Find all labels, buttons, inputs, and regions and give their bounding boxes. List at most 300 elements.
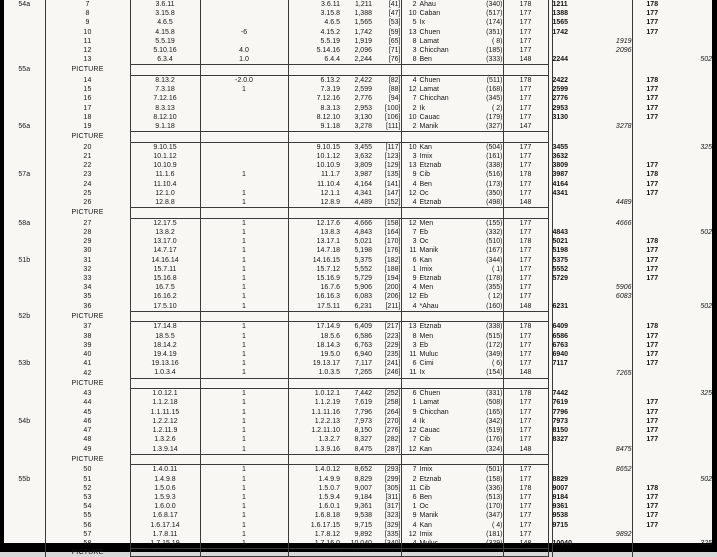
cell-interval-repeat: 177	[646, 275, 659, 283]
cell-interval-repeat	[632, 311, 672, 322]
cell-row-number: 36	[83, 302, 92, 310]
cell-total-italic	[598, 350, 632, 359]
cell-section-label	[4, 9, 45, 18]
cell-section-label	[4, 502, 45, 511]
cell-total-bold: 9538	[552, 512, 569, 520]
table-row	[4, 142, 712, 152]
cell-tzolkin-date	[401, 28, 456, 37]
tzolkin-coefficient: 7	[412, 229, 417, 237]
picture-label: PICTURE	[71, 455, 104, 463]
cell-interval: 177	[503, 493, 548, 502]
cell-long-count: 18.5.5	[130, 332, 200, 341]
cell-long-count: 1.1.2.18	[130, 398, 200, 407]
cell-total-bold	[552, 37, 598, 46]
cell-remainder	[672, 549, 712, 557]
tzolkin-day-name: *Ahau	[419, 302, 439, 310]
tzolkin-coefficient: 1	[412, 265, 417, 273]
cell-interval: 177	[503, 142, 548, 152]
cell-corrected-long-count: 1.2.11.10	[288, 426, 340, 435]
cell-interval-index: [252]	[372, 389, 401, 399]
cell-tzolkin-date	[401, 55, 456, 65]
cell-cumulative-days: 1,211	[355, 1, 372, 8]
cell-long-count: 6.3.4	[130, 55, 200, 65]
cell-interval-repeat: 177	[646, 104, 659, 112]
cell-cumulative-days: 2,096	[354, 47, 372, 55]
cell-total-italic: 7265	[598, 368, 632, 378]
cell-interval: 148	[503, 55, 548, 65]
cell-long-count: 7.12.16	[130, 94, 200, 103]
cell-cumulative-days: 9,007	[354, 484, 372, 492]
cell-long-count	[130, 208, 200, 219]
cell-interval: 148	[503, 302, 548, 312]
cell-interval-repeat: 177	[646, 399, 659, 407]
cell-long-count: 13.17.0	[130, 237, 200, 246]
cell-remainder	[672, 0, 712, 9]
cell-interval: 177	[503, 292, 548, 301]
cell-haab-position: (179)	[486, 113, 503, 121]
cell-interval-index: [188]	[384, 265, 401, 273]
cell-interval-index: [287]	[372, 445, 401, 455]
cell-interval: 178	[503, 389, 548, 399]
cell-correction: 1	[200, 465, 288, 475]
tzolkin-day-name: Cauac	[419, 113, 440, 121]
cell-remainder	[672, 94, 712, 103]
cell-total-italic	[598, 398, 632, 407]
cell-total-italic	[598, 161, 632, 170]
cell-correction: 1	[200, 493, 288, 502]
cell-interval-repeat: 177	[646, 247, 659, 255]
cell-tzolkin-date	[401, 218, 456, 228]
cell-remainder	[672, 435, 712, 444]
cell-cumulative-days: 8,150	[354, 427, 372, 435]
cell-remainder	[672, 283, 712, 292]
cell-remainder	[672, 237, 712, 246]
tzolkin-coefficient: 6	[412, 360, 417, 368]
cell-remainder	[672, 46, 712, 55]
tzolkin-coefficient: 12	[408, 219, 417, 227]
table-row	[4, 283, 712, 292]
cell-row-number: 43	[83, 390, 92, 398]
table-body	[4, 0, 712, 557]
table-row	[4, 511, 712, 520]
cell-correction: 1	[200, 389, 288, 399]
cell-corrected-long-count: 1.5.0.7	[288, 484, 340, 493]
table-row	[4, 180, 712, 189]
cell-total-bold: 5552	[552, 265, 569, 273]
cell-tzolkin-date	[401, 378, 456, 389]
table-row	[4, 170, 712, 179]
cell-interval-repeat	[632, 539, 672, 549]
cell-haab-position	[456, 208, 503, 219]
cell-correction: 1	[200, 341, 288, 350]
cell-long-count: 1.6.17.14	[130, 521, 200, 530]
cell-section-label	[4, 37, 45, 46]
cell-corrected-long-count: 9.10.15	[288, 142, 340, 152]
cell-correction: 4.0	[200, 46, 288, 55]
cell-long-count: 7.3.18	[130, 85, 200, 94]
cell-row-number: 35	[83, 293, 92, 301]
cell-haab-position: (338)	[456, 322, 503, 332]
cell-correction: 1	[200, 445, 288, 455]
cell-haab-position: ( 8)	[492, 37, 503, 45]
cell-interval-repeat: 177	[646, 189, 659, 197]
cell-long-count: 8.13.2	[130, 76, 200, 86]
cell-haab-position: (351)	[486, 28, 503, 36]
cell-row-number: 30	[83, 247, 92, 255]
cell-remainder	[672, 9, 712, 18]
tzolkin-coefficient: 12	[408, 293, 417, 301]
cell-interval-repeat: 178	[646, 171, 659, 179]
cell-total-bold: 4843	[552, 229, 569, 237]
cell-remainder	[672, 246, 712, 255]
cell-interval-repeat: 177	[646, 95, 659, 103]
cell-long-count	[130, 549, 200, 557]
cell-long-count: 1.5.9.3	[130, 493, 200, 502]
cell-cumulative-days: 9,538	[354, 512, 372, 520]
cell-total-bold: 8150	[552, 427, 569, 435]
cell-total-bold: 7117	[552, 360, 568, 368]
cell-long-count: 16.7.5	[130, 283, 200, 292]
cell-long-count: 4.15.8	[130, 28, 200, 37]
picture-label: PICTURE	[71, 549, 104, 557]
cell-total-italic	[598, 189, 632, 198]
cell-total-bold	[552, 454, 598, 465]
cell-tzolkin-date	[401, 484, 456, 493]
cell-interval-repeat	[632, 218, 672, 228]
cell-total-italic: 9892	[598, 530, 632, 539]
cell-total-bold	[552, 311, 598, 322]
cell-total-bold: 8829	[552, 475, 569, 483]
cell-long-count	[130, 65, 200, 76]
cell-remainder: 502	[700, 56, 712, 64]
cell-interval-repeat	[632, 55, 672, 65]
cell-long-count: 12.8.8	[130, 198, 200, 208]
cell-haab-position: ( 1)	[492, 265, 503, 273]
cell-haab-position: (333)	[456, 55, 503, 65]
tzolkin-day-name: Imix	[419, 265, 433, 273]
table-row	[4, 152, 712, 161]
cell-long-count: 1.5.0.6	[130, 484, 200, 493]
cell-interval-index: [217]	[372, 322, 401, 332]
tzolkin-day-name: Etznab	[419, 162, 442, 170]
cell-total-bold: 2244	[552, 56, 569, 64]
cell-corrected-long-count: 1.6.17.15	[288, 521, 340, 530]
cell-correction: 1	[200, 265, 288, 274]
cell-remainder	[672, 511, 712, 520]
cell-tzolkin-date	[401, 502, 456, 511]
cell-section-label	[4, 180, 45, 189]
cell-correction	[200, 549, 288, 557]
cell-tzolkin-date	[401, 274, 456, 283]
tzolkin-day-name: Men	[419, 332, 434, 340]
cell-interval: 177	[503, 502, 548, 511]
tzolkin-day-name: Eb	[419, 341, 429, 349]
cell-total-italic	[598, 475, 632, 484]
cell-remainder	[672, 378, 712, 389]
cell-haab-position: (324)	[456, 445, 503, 455]
cell-cumulative-days: 3,809	[354, 162, 372, 170]
tzolkin-coefficient: 3	[412, 238, 417, 246]
tzolkin-coefficient: 11	[409, 247, 417, 255]
cell-tzolkin-date	[401, 132, 456, 143]
cell-section-label: 55b	[4, 475, 45, 484]
tzolkin-coefficient: 13	[408, 162, 417, 170]
cell-haab-position: (347)	[486, 512, 503, 520]
cell-long-count	[130, 311, 200, 322]
cell-row-number: 11	[83, 37, 92, 45]
cell-haab-position: ( 2)	[492, 104, 503, 112]
cell-total-italic	[598, 417, 632, 426]
cell-corrected-long-count: 16.7.6	[288, 283, 340, 292]
cell-interval-repeat: 178	[646, 323, 659, 331]
cell-total-bold: 1742	[552, 28, 569, 36]
cell-interval-index	[372, 378, 401, 389]
cell-section-label	[4, 246, 45, 255]
cell-remainder: 502	[700, 475, 712, 483]
cell-correction: 1	[200, 256, 288, 265]
cell-remainder	[672, 484, 712, 493]
cell-section-label	[4, 274, 45, 283]
cell-cumulative-days	[340, 549, 372, 557]
cell-interval-index: [194]	[384, 275, 401, 283]
cell-interval-repeat	[632, 152, 672, 161]
cell-tzolkin-date	[401, 180, 456, 189]
picture-label: PICTURE	[71, 66, 104, 74]
cell-interval: 177	[503, 246, 548, 255]
cell-interval: 177	[503, 465, 548, 475]
cell-cumulative-days	[340, 65, 372, 76]
cell-total-bold: 9007	[552, 484, 569, 492]
table-row	[4, 484, 712, 493]
cell-corrected-long-count: 19.13.17	[288, 359, 340, 368]
cell-interval-repeat	[632, 292, 672, 301]
cell-total-italic	[598, 180, 632, 189]
cell-remainder	[672, 37, 712, 46]
cell-tzolkin-date	[401, 350, 456, 359]
cell-row-number: 9	[85, 19, 90, 27]
cell-interval-repeat: 178	[646, 238, 659, 246]
cell-interval-repeat	[632, 208, 672, 219]
cell-remainder	[672, 180, 712, 189]
cell-remainder	[672, 502, 712, 511]
cell-interval-repeat: 177	[646, 256, 659, 264]
cell-correction: 1	[200, 198, 288, 208]
cell-section-label	[4, 265, 45, 274]
cell-interval: 177	[503, 218, 548, 228]
cell-correction: -2.0.0	[200, 76, 288, 86]
cell-total-italic	[598, 511, 632, 520]
cell-row-number: 18	[83, 113, 92, 121]
cell-correction	[200, 378, 288, 389]
cell-total-italic	[598, 521, 632, 530]
cell-total-bold	[552, 198, 598, 208]
cell-haab-position	[456, 132, 503, 143]
cell-long-count: 4.6.5	[130, 18, 200, 27]
cell-long-count	[130, 378, 200, 389]
cell-remainder: 325	[700, 390, 712, 398]
cell-remainder	[672, 292, 712, 301]
cell-remainder	[672, 152, 712, 161]
cell-haab-position: (161)	[486, 153, 503, 161]
cell-haab-position: (501)	[456, 465, 503, 475]
cell-corrected-long-count: 14.7.18	[288, 246, 340, 255]
cell-correction: 1	[200, 368, 288, 378]
cell-interval-index: [106]	[384, 113, 401, 121]
cell-tzolkin-date	[401, 37, 456, 46]
cell-total-italic	[598, 94, 632, 103]
cell-interval: 177	[503, 28, 548, 37]
cell-corrected-long-count: 1.1.2.19	[288, 398, 340, 407]
cell-interval-repeat: 178	[646, 484, 659, 492]
cell-remainder	[672, 274, 712, 283]
cell-haab-position: (176)	[486, 436, 503, 444]
cell-long-count: 17.5.10	[130, 302, 200, 312]
cell-cumulative-days: 7,117	[355, 360, 372, 368]
cell-long-count: 11.10.4	[130, 180, 200, 189]
tzolkin-day-name: Manik	[419, 123, 439, 131]
cell-interval-repeat: 177	[646, 360, 659, 368]
cell-cumulative-days: 1,388	[354, 10, 372, 18]
tzolkin-day-name: Men	[419, 219, 434, 227]
cell-section-label: 58a	[4, 218, 45, 228]
picture-label: PICTURE	[71, 312, 104, 320]
cell-section-label	[4, 398, 45, 407]
cell-interval-repeat	[632, 65, 672, 76]
cell-section-label	[4, 46, 45, 55]
cell-section-label	[4, 283, 45, 292]
cell-haab-position: ( 12)	[488, 293, 503, 301]
cell-tzolkin-date	[401, 530, 456, 539]
cell-section-label	[4, 28, 45, 37]
cell-total-bold	[552, 208, 598, 219]
cell-interval-index: [276]	[384, 427, 401, 435]
cell-tzolkin-date	[401, 359, 456, 368]
cell-haab-position: (508)	[486, 399, 503, 407]
cell-interval: 177	[503, 417, 548, 426]
cell-total-italic	[598, 152, 632, 161]
table-row	[4, 359, 712, 368]
cell-row-number: 19	[83, 123, 92, 131]
cell-corrected-long-count: 15.7.12	[288, 265, 340, 274]
cell-row-number: 52	[83, 484, 92, 492]
cell-corrected-long-count: 10.10.9	[288, 161, 340, 170]
cell-total-italic	[598, 85, 632, 94]
cell-long-count: 1.0.12.1	[130, 389, 200, 399]
cell-section-label	[4, 228, 45, 237]
cell-cumulative-days	[340, 208, 372, 219]
cell-interval-index: [100]	[384, 104, 401, 112]
tzolkin-day-name: Ben	[419, 56, 432, 64]
cell-interval-repeat	[632, 549, 672, 557]
cell-remainder	[672, 426, 712, 435]
cell-total-italic	[598, 142, 632, 152]
cell-long-count: 1.3.2.6	[130, 435, 200, 444]
cell-total-italic	[598, 332, 632, 341]
cell-interval-index: [47]	[388, 10, 401, 18]
tzolkin-day-name: Etznab	[419, 475, 442, 483]
cell-section-label	[4, 152, 45, 161]
cell-interval: 177	[503, 350, 548, 359]
cell-corrected-long-count: 1.3.9.16	[288, 445, 340, 455]
cell-interval-repeat	[632, 465, 672, 475]
cell-long-count: 15.7.11	[130, 265, 200, 274]
cell-total-italic	[598, 549, 632, 557]
cell-tzolkin-date	[401, 208, 456, 219]
tzolkin-day-name: Lamat	[419, 86, 439, 94]
cell-interval: 177	[503, 104, 548, 113]
cell-remainder	[672, 198, 712, 208]
cell-corrected-long-count: 4.6.5	[288, 18, 340, 27]
cell-total-italic	[598, 484, 632, 493]
tzolkin-coefficient: 7	[412, 436, 417, 444]
table-row	[4, 122, 712, 132]
cell-total-italic	[598, 435, 632, 444]
cell-tzolkin-date	[401, 332, 456, 341]
cell-cumulative-days: 6,763	[354, 341, 372, 349]
tzolkin-day-name: Eb	[419, 293, 429, 301]
cell-interval: 177	[503, 359, 548, 368]
cell-long-count: 1.2.2.12	[130, 417, 200, 426]
cell-cumulative-days: 8,829	[354, 475, 372, 483]
cell-corrected-long-count: 17.14.9	[288, 322, 340, 332]
cell-correction	[200, 208, 288, 219]
cell-correction	[200, 122, 288, 132]
cell-haab-position: (331)	[456, 389, 503, 399]
cell-total-italic: 2096	[598, 46, 632, 55]
cell-tzolkin-date	[401, 246, 456, 255]
cell-haab-position: (170)	[486, 503, 503, 511]
cell-section-label	[4, 389, 45, 399]
cell-interval-repeat: 177	[646, 493, 659, 501]
tzolkin-day-name: Chuen	[419, 28, 441, 36]
cell-interval-index	[372, 132, 401, 143]
cell-cumulative-days: 5,198	[354, 247, 372, 255]
cell-tzolkin-date	[401, 65, 456, 76]
cell-long-count: 11.1.6	[130, 170, 200, 179]
tzolkin-day-name: Eb	[419, 229, 429, 237]
cell-long-count: 1.4.0.11	[130, 465, 200, 475]
tzolkin-day-name: Lamat	[419, 399, 439, 407]
cell-total-italic	[598, 237, 632, 246]
cell-total-italic	[598, 493, 632, 502]
cell-long-count: 9.10.15	[130, 142, 200, 152]
cell-tzolkin-date	[401, 283, 456, 292]
cell-section-label	[4, 454, 45, 465]
cell-interval-index: [41]	[388, 1, 401, 8]
cell-total-italic	[598, 0, 632, 9]
cell-interval: 177	[503, 228, 548, 237]
cell-interval-index: [135]	[384, 171, 401, 179]
cell-interval-index: [241]	[384, 360, 401, 368]
table-row	[4, 398, 712, 407]
cell-total-italic	[598, 113, 632, 122]
cell-cumulative-days: 5,906	[354, 284, 372, 292]
cell-interval	[503, 378, 548, 389]
cell-long-count: 1.0.3.4	[130, 368, 200, 378]
cell-correction: 1	[200, 521, 288, 530]
cell-remainder: 502	[700, 302, 712, 310]
cell-section-label	[4, 484, 45, 493]
cell-interval	[503, 132, 548, 143]
cell-interval: 177	[503, 521, 548, 530]
cell-correction: 1	[200, 398, 288, 407]
cell-haab-position: (172)	[486, 341, 503, 349]
cell-total-italic	[598, 265, 632, 274]
cell-correction: 1	[200, 530, 288, 539]
tzolkin-coefficient: 11	[409, 369, 417, 377]
cell-row-number: 42	[83, 369, 92, 377]
tzolkin-day-name: Oc	[419, 503, 429, 511]
